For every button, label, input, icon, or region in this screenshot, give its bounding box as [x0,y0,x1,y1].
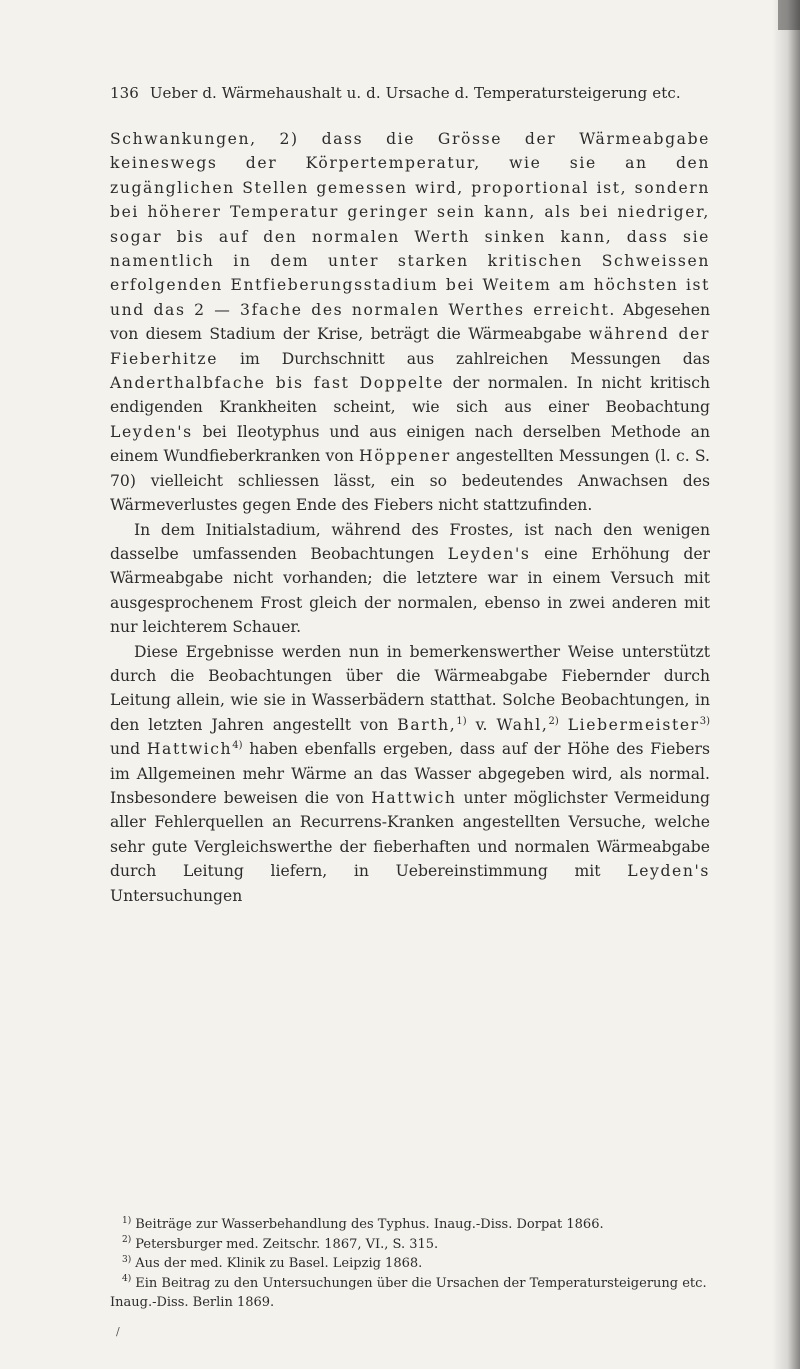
text-run: im Durchschnitt aus zahlreichen Messungen das [218,349,710,368]
footnote-text: Petersburger med. Zeitschr. 1867, VI., S. 315. [135,1236,439,1252]
emphasized-text: Schwankungen, 2) dass die Grösse der Wärmeabgabe keineswegs der Körpertemperatur, wie sie an den zugänglichen Stellen gemessen wird, proportional ist, sondern bei höherer Temperatur geringer sein kann, als bei niedriger, sogar bis auf den normalen Werth sinken kann, dass sie namentlich in dem unter starken kritischen Schweissen erfolgenden Entfieberungsstadium bei Weitem am höchsten ist und das 2 — 3fache des normalen Werthes erreicht. [110,130,710,319]
text-run: Abgesehen von diesem Stadium der Krise, beträgt die Wärmeabgabe [110,300,710,344]
text-run: Diese Ergebnisse werden nun in bemerkenswerther Weise unterstützt durch die Beobachtungen über die Wärmeabgabe Fiebernder durch Leitung allein, wie sie in Wasserbädern statthat. Solche Beobachtungen, in den letzten Jahren angestellt von [110,642,710,734]
paragraph [110,518,710,640]
text-run [559,716,568,734]
stray-mark: / [116,1325,120,1338]
footnote-reference: 4) [232,739,243,751]
footnote-mark: 2) [122,1235,132,1246]
emphasized-text: Barth, [397,715,457,734]
text-run: unter möglichster Vermeidung aller Fehlerquellen an Recurrens-Kranken angestellten Versuche, welche sehr gute Vergleichswerthe der fieberhaften und normalen Wärmeabgabe durch Leitung liefern, in Uebereinstimmung mit [110,788,710,881]
footnote [110,1235,710,1255]
text-run: eine Erhöhung der Wärmeabgabe nicht vorhanden; die letztere war in einem Versuch mit ausgesprochenem Frost gleich der normalen, ebenso in zwei anderen mit nur leichterem Schauer. [110,544,710,637]
footnote-reference: 1) [456,715,467,727]
emphasized-text: Hattwich [146,740,233,759]
text-run: Untersuchungen [110,886,243,905]
footnote [110,1215,710,1235]
emphasized-text: Anderthalbfache bis fast Doppelte [110,374,445,393]
page-corner-shadow [778,0,800,30]
footnote [110,1254,710,1274]
footnote-mark: 1) [122,1215,132,1226]
footnote-text: Ein Beitrag zu den Untersuchungen über die Ursachen der Temperatursteigerung etc. Inaug.-Diss. Berlin 1869. [110,1275,707,1310]
text-run: In dem Initialstadium, während des Frostes, ist nach den wenigen dasselbe umfassenden Beobachtungen [110,520,710,563]
emphasized-text: Höppener [359,447,451,466]
text-run: v. [466,715,497,734]
emphasized-text: Leyden's [110,422,193,441]
emphasized-text: Liebermeister [567,715,700,734]
text-run: bei Ileotyphus und aus einigen nach derselben Methode an einem Wundfieberkranken von [110,422,710,466]
paragraph [110,127,710,518]
running-title: Ueber d. Wärmehaushalt u. d. Ursache d. Temperatursteigerung etc. [149,84,681,102]
running-header [110,84,710,102]
text-run: haben ebenfalls ergeben, dass auf der Höhe des Fiebers im Allgemeinen mehr Wärme an das Wasser abgegeben wird, als normal. Insbesondere beweisen die von [110,740,710,807]
text-run: angestellten Messungen (l. c. S. 70) vielleicht schliessen lässt, ein so bedeutendes Anwachsen des Wärmeverlustes gegen Ende des Fiebers nicht stattzufinden. [110,447,711,515]
emphasized-text: Hattwich [371,788,457,807]
footnote-mark: 4) [122,1274,132,1285]
footnote-reference: 2) [548,715,559,727]
emphasized-text: Leyden's [447,544,531,563]
footnote [110,1274,710,1313]
page-edge-shadow [772,0,800,1369]
paragraph [110,640,710,908]
footnote-reference: 3) [699,715,710,727]
text-run: der normalen. In nicht kritisch endigenden Krankheiten scheint, wie sich aus einer Beobachtung [110,374,710,417]
footnote-mark: 3) [122,1254,132,1265]
emphasized-text: Leyden's [627,862,710,881]
footnote-text: Beiträge zur Wasserbehandlung des Typhus. Inaug.-Diss. Dorpat 1866. [135,1217,604,1232]
page-number: 136 [110,84,139,102]
text-run: und [110,740,147,759]
footnotes [110,1215,710,1313]
emphasized-text: Wahl, [496,715,549,734]
body-text [110,127,710,908]
emphasized-text: während der Fieberhitze [110,325,710,368]
footnote-text: Aus der med. Klinik zu Basel. Leipzig 1868. [135,1256,423,1271]
